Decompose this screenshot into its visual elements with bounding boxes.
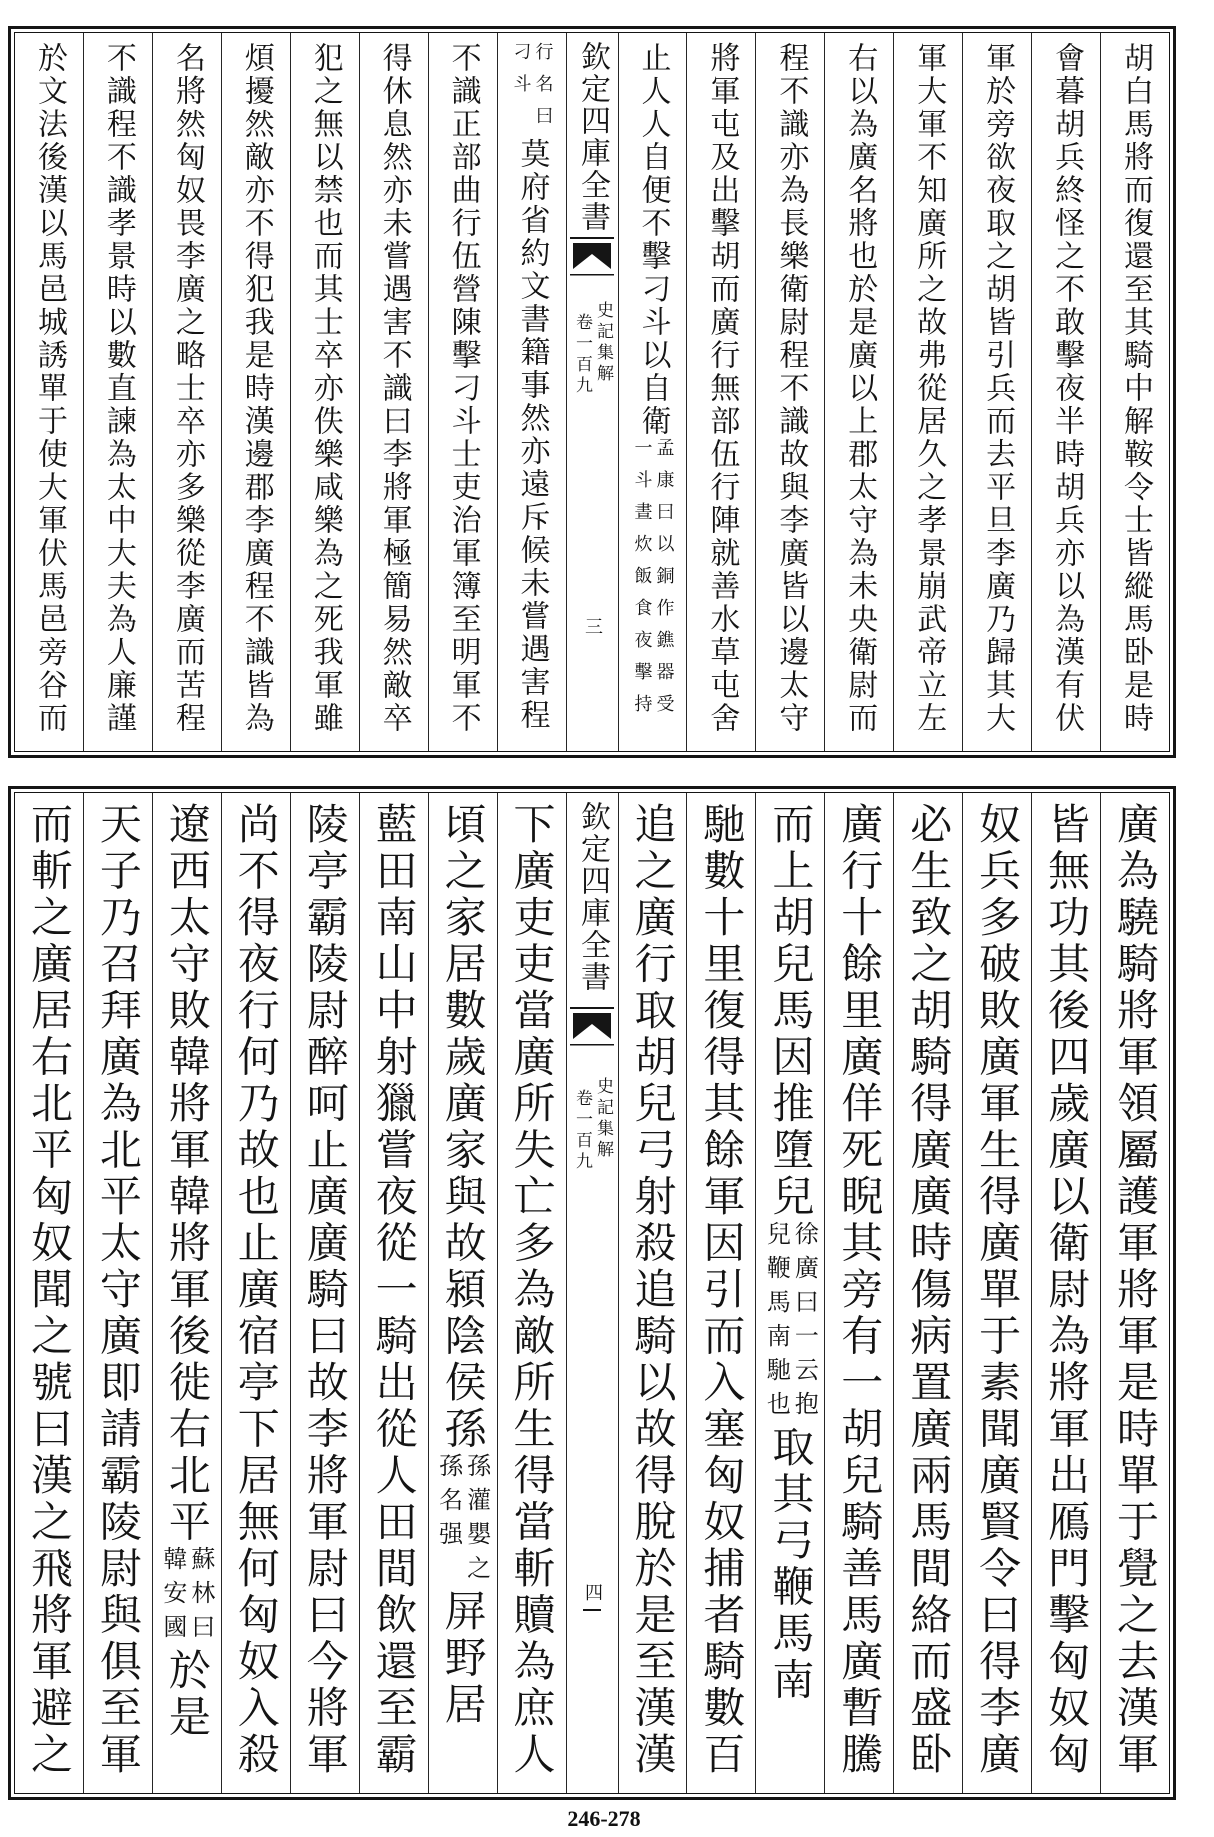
text-column — [83, 793, 152, 1793]
fold-center — [566, 793, 618, 1793]
commentary-note — [434, 1453, 491, 1589]
main-text: 得休息然亦未嘗遇害不識曰李將軍極簡易然敵卒 — [376, 42, 412, 735]
commentary-line: 一斗晝炊飯食夜擊持 — [631, 438, 653, 726]
text-column — [1031, 793, 1100, 1793]
text-column — [290, 793, 359, 1793]
text-column — [359, 33, 428, 751]
text-column — [428, 793, 497, 1793]
text-column — [152, 33, 221, 751]
fishtail-mark — [570, 1007, 614, 1047]
main-text: 會暮胡兵終怪之不敢擊夜半時胡兵亦以為漢有伏 — [1049, 42, 1085, 735]
main-text: 奴兵多破敗廣軍生得廣單于素聞廣賢令曰得李廣 — [973, 802, 1023, 1779]
main-text: 皆無功其後四歲廣以衛尉為將軍出鴈門擊匈奴匈 — [1042, 802, 1092, 1779]
commentary-note — [762, 1220, 819, 1425]
page-panel-top — [8, 26, 1176, 758]
main-text: 於文法後漢以馬邑城誘單于使大軍伏馬邑旁谷而 — [31, 42, 67, 735]
text-column — [221, 33, 290, 751]
text-column — [686, 793, 755, 1793]
juan-label: 卷一百九 — [572, 313, 592, 397]
main-text: 遼西太守敗韓將軍韓將軍後徙右北平 — [162, 802, 212, 1546]
main-text: 不識正部曲行伍營陳擊刁斗士吏治軍簿至明軍不 — [445, 42, 481, 735]
commentary-note — [158, 1546, 215, 1648]
text-column — [618, 33, 687, 751]
fold-book-info — [573, 301, 611, 397]
text-column — [962, 793, 1031, 1793]
main-text: 而上胡兒馬因推墮兒 — [766, 802, 816, 1221]
text-column — [83, 33, 152, 751]
text-column — [686, 33, 755, 751]
text-column — [824, 33, 893, 751]
text-column — [1031, 33, 1100, 751]
text-column — [497, 33, 566, 751]
main-text: 取其弓鞭馬南 — [766, 1424, 816, 1704]
main-text: 將軍屯及出擊胡而廣行無部伍行陣就善水草屯舍 — [704, 42, 740, 735]
text-column — [1100, 33, 1169, 751]
main-text: 而斬之廣居右北平匈奴聞之號曰漢之飛將軍避之 — [24, 802, 74, 1779]
main-text: 必生致之胡騎得廣廣時傷病置廣兩馬間絡而盛卧 — [904, 802, 954, 1779]
main-text: 馳數十里復得其餘軍因引而入塞匈奴捕者騎數百 — [697, 802, 747, 1779]
main-text: 程不識亦為長樂衛尉程不識故與李廣皆以邊太守 — [773, 42, 809, 735]
commentary-line: 兒鞭馬南馳也 — [762, 1220, 791, 1425]
main-text: 軍大軍不知廣所之故弗從居久之孝景崩武帝立左 — [911, 42, 947, 735]
text-column — [1100, 793, 1169, 1793]
page-frame — [14, 792, 1170, 1794]
main-text: 止人人自便不擊刁斗以自衛 — [635, 42, 671, 438]
page-panel-bottom — [8, 786, 1176, 1800]
page-frame — [14, 32, 1170, 752]
text-column — [290, 33, 359, 751]
text-column — [152, 793, 221, 1793]
commentary-line: 孫灌嬰之 — [462, 1453, 491, 1589]
text-column — [755, 33, 824, 751]
main-text: 廣行十餘里廣佯死睨其旁有一胡兒騎善馬廣暫騰 — [835, 802, 885, 1779]
main-text: 下廣吏吏當廣所失亡多為敵所生得當斬贖為庶人 — [507, 802, 557, 1779]
fishtail-mark — [570, 237, 614, 277]
commentary-line: 刁斗 — [510, 42, 532, 106]
main-text: 尚不得夜行何乃故也止廣宿亭下居無何匈奴入殺 — [231, 802, 281, 1779]
text-column — [428, 33, 497, 751]
text-column — [755, 793, 824, 1793]
commentary-line: 徐廣曰一云抱 — [790, 1220, 819, 1425]
fold-center — [566, 33, 618, 751]
text-column — [15, 33, 83, 751]
commentary-line: 孟康曰以銅作鐎器受 — [653, 438, 675, 726]
commentary-line: 孫名强 — [434, 1453, 463, 1555]
text-column — [824, 793, 893, 1793]
text-column — [221, 793, 290, 1793]
main-text: 陵亭霸陵尉醉呵止廣廣騎曰故李將軍尉曰今將軍 — [300, 802, 350, 1779]
book-title: 史記集解 — [593, 301, 613, 385]
main-text: 於是 — [162, 1648, 212, 1741]
series-title: 欽定四庫全書 — [575, 801, 610, 993]
text-column — [497, 793, 566, 1793]
text-column — [962, 33, 1031, 751]
commentary-note — [631, 438, 675, 726]
volume-page-code: 246-278 — [567, 1806, 641, 1831]
commentary-note — [512, 42, 552, 138]
main-text: 不識程不識孝景時以數直諫為太中大夫為人廉謹 — [100, 42, 136, 735]
main-text: 胡白馬將而復還至其騎中解鞍令士皆縱馬卧是時 — [1118, 42, 1154, 735]
text-column — [893, 33, 962, 751]
commentary-line: 蘇林曰 — [186, 1546, 215, 1648]
text-column — [893, 793, 962, 1793]
fold-rule — [583, 1609, 601, 1611]
main-text: 頃之家居數歲廣家與故潁陰侯孫 — [438, 802, 488, 1453]
text-column — [15, 793, 83, 1793]
book-title: 史記集解 — [593, 1077, 613, 1161]
page-number: 三 — [582, 617, 603, 635]
main-text: 右以為廣名將也於是廣以上郡太守為未央衛尉而 — [842, 42, 878, 735]
series-title: 欽定四庫全書 — [575, 41, 610, 233]
text-column — [618, 793, 687, 1793]
commentary-line: 韓安國 — [158, 1546, 187, 1648]
main-text: 藍田南山中射獵嘗夜從一騎出從人田間飲還至霸 — [369, 802, 419, 1779]
main-text: 天子乃召拜廣為北平太守廣即請霸陵尉與俱至軍 — [93, 802, 143, 1779]
main-text: 煩擾然敵亦不得犯我是時漢邊郡李廣程不識皆為 — [238, 42, 274, 735]
juan-label: 卷一百九 — [572, 1089, 592, 1173]
main-text: 廣為驍騎將軍領屬護軍將軍是時單于覺之去漢軍 — [1111, 802, 1161, 1779]
fold-book-info — [573, 1077, 611, 1173]
main-text: 名將然匈奴畏李廣之略士卒亦多樂從李廣而苦程 — [169, 42, 205, 735]
commentary-line: 行名曰 — [532, 42, 554, 138]
main-text: 屏野居 — [438, 1589, 488, 1729]
main-text: 莫府省約文書籍事然亦遠斥候未嘗遇害程 — [514, 138, 550, 732]
main-text: 犯之無以禁也而其士卒亦佚樂咸樂為之死我軍雖 — [307, 42, 343, 735]
page-number: 四 — [582, 1583, 603, 1601]
main-text: 追之廣行取胡兒弓射殺追騎以故得脫於是至漢漢 — [628, 802, 678, 1779]
text-column — [359, 793, 428, 1793]
main-text: 軍於旁欲夜取之胡皆引兵而去平旦李廣乃歸其大 — [980, 42, 1016, 735]
